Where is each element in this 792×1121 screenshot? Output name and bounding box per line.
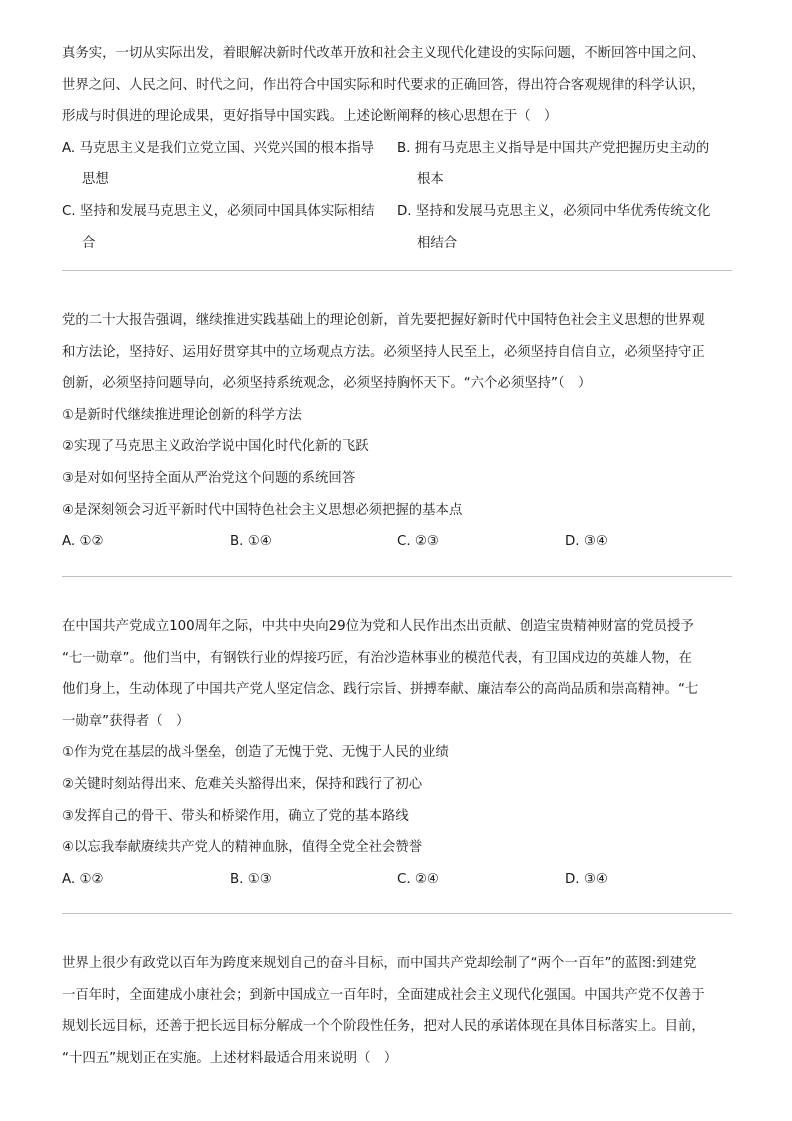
- question-stem-line: 和方法论，坚持好、运用好贯穿其中的立场观点方法。必须坚持人民至上，必须坚持自信自立，必须坚持守正: [62, 344, 705, 360]
- option-c[interactable]: C. ②④: [397, 871, 439, 887]
- option-a[interactable]: A. ①②: [62, 871, 104, 887]
- option-c[interactable]: C. 坚持和发展马克思主义，必须同中国具体实际相结 合: [62, 203, 375, 251]
- question-stem-line: “七一勋章”。他们当中，有钢铁行业的焊接巧匠，有治沙造林事业的模范代表，有卫国戍边的英雄人物，在: [62, 650, 692, 666]
- statement-item: ①是新时代继续推进理论创新的科学方法: [62, 407, 302, 423]
- question-2: [62, 305, 732, 558]
- question-stem-line: 真务实，一切从实际出发，着眼解决新时代改革开放和社会主义现代化建设的实际问题，不断回答中国之问、: [62, 46, 705, 61]
- question-stem-line: 规划长远目标，还善于把长远目标分解成一个个阶段性任务，把对人民的承诺体现在具体目标落实上。目前，: [62, 1019, 705, 1035]
- option-d[interactable]: D. ③④: [565, 871, 608, 887]
- statement-item: ④是深刻领会习近平新时代中国特色社会主义思想必须把握的基本点: [62, 502, 463, 518]
- option-a[interactable]: A. ①②: [62, 534, 104, 550]
- statement-item: ③发挥自己的骨干、带头和桥梁作用，确立了党的基本路线: [62, 808, 409, 824]
- question-stem-line: “十四五”规划正在实施。上述材料最适合用来说明（ ）: [62, 1050, 398, 1066]
- option-d[interactable]: D. 坚持和发展马克思主义，必须同中华优秀传统文化 相结合: [397, 203, 711, 251]
- question-stem-line: 创新，必须坚持问题导向，必须坚持系统观念，必须坚持胸怀天下。“六个必须坚持”（ ）: [62, 376, 592, 392]
- option-b[interactable]: B. ①③: [230, 871, 272, 887]
- question-stem-line: 一勋章”获得者（ ）: [62, 713, 190, 729]
- statement-item: ①作为党在基层的战斗堡垒，创造了无愧于党、无愧于人民的业绩: [62, 745, 449, 761]
- option-b[interactable]: B. ①④: [230, 534, 272, 550]
- statement-item: ③是对如何坚持全面从严治党这个问题的系统回答: [62, 470, 356, 486]
- option-row: [62, 526, 732, 558]
- option-b[interactable]: B. 拥有马克思主义指导是中国共产党把握历史主动的 根本: [397, 140, 710, 188]
- question-stem-line: 一百年时，全面建成小康社会；到新中国成立一百年时，全面建成社会主义现代化强国。中国共产党不仅善于: [62, 987, 705, 1003]
- question-stem-line: 形成与时俱进的理论成果，更好指导中国实践。上述论断阐释的核心思想在于（ ）: [62, 109, 558, 125]
- option-c[interactable]: C. ②③: [397, 534, 439, 550]
- statement-item: ②实现了马克思主义政治学说中国化时代化新的飞跃: [62, 439, 369, 455]
- question-stem-line: 党的二十大报告强调，继续推进实践基础上的理论创新，首先要把握好新时代中国特色社会主义思想的世界观: [62, 313, 705, 328]
- option-row: [62, 196, 732, 259]
- option-a[interactable]: A. 马克思主义是我们立党立国、兴党兴国的根本指导 思想: [62, 140, 375, 188]
- statement-item: ④以忘我奉献赓续共产党人的精神血脉，值得全党全社会赞誉: [62, 840, 423, 856]
- divider: [62, 913, 732, 914]
- question-4: [62, 948, 732, 1074]
- question-stem-line: 世界上很少有政党以百年为跨度来规划自己的奋斗目标，而中国共产党却绘制了“两个一百年”的蓝图:到建党: [62, 956, 697, 971]
- question-3: [62, 611, 732, 895]
- statement-item: ②关键时刻站得出来、危难关头豁得出来，保持和践行了初心: [62, 776, 423, 792]
- option-d[interactable]: D. ③④: [565, 534, 608, 550]
- option-row: [62, 133, 732, 196]
- divider: [62, 576, 732, 577]
- divider: [62, 270, 732, 271]
- question-stem-line: 世界之问、人民之问、时代之问，作出符合中国实际和时代要求的正确回答，得出符合客观规律的科学认识，: [62, 77, 705, 93]
- question-stem-line: 他们身上，生动体现了中国共产党人坚定信念、践行宗旨、拼搏奉献、廉洁奉公的高尚品质和崇高精神。“七: [62, 682, 699, 698]
- option-row: [62, 864, 732, 896]
- question-stem-line: 在中国共产党成立100周年之际，中共中央向29位为党和人民作出杰出贡献、创造宝贵精神财富的党员授予: [62, 619, 694, 634]
- question-1: [62, 38, 732, 259]
